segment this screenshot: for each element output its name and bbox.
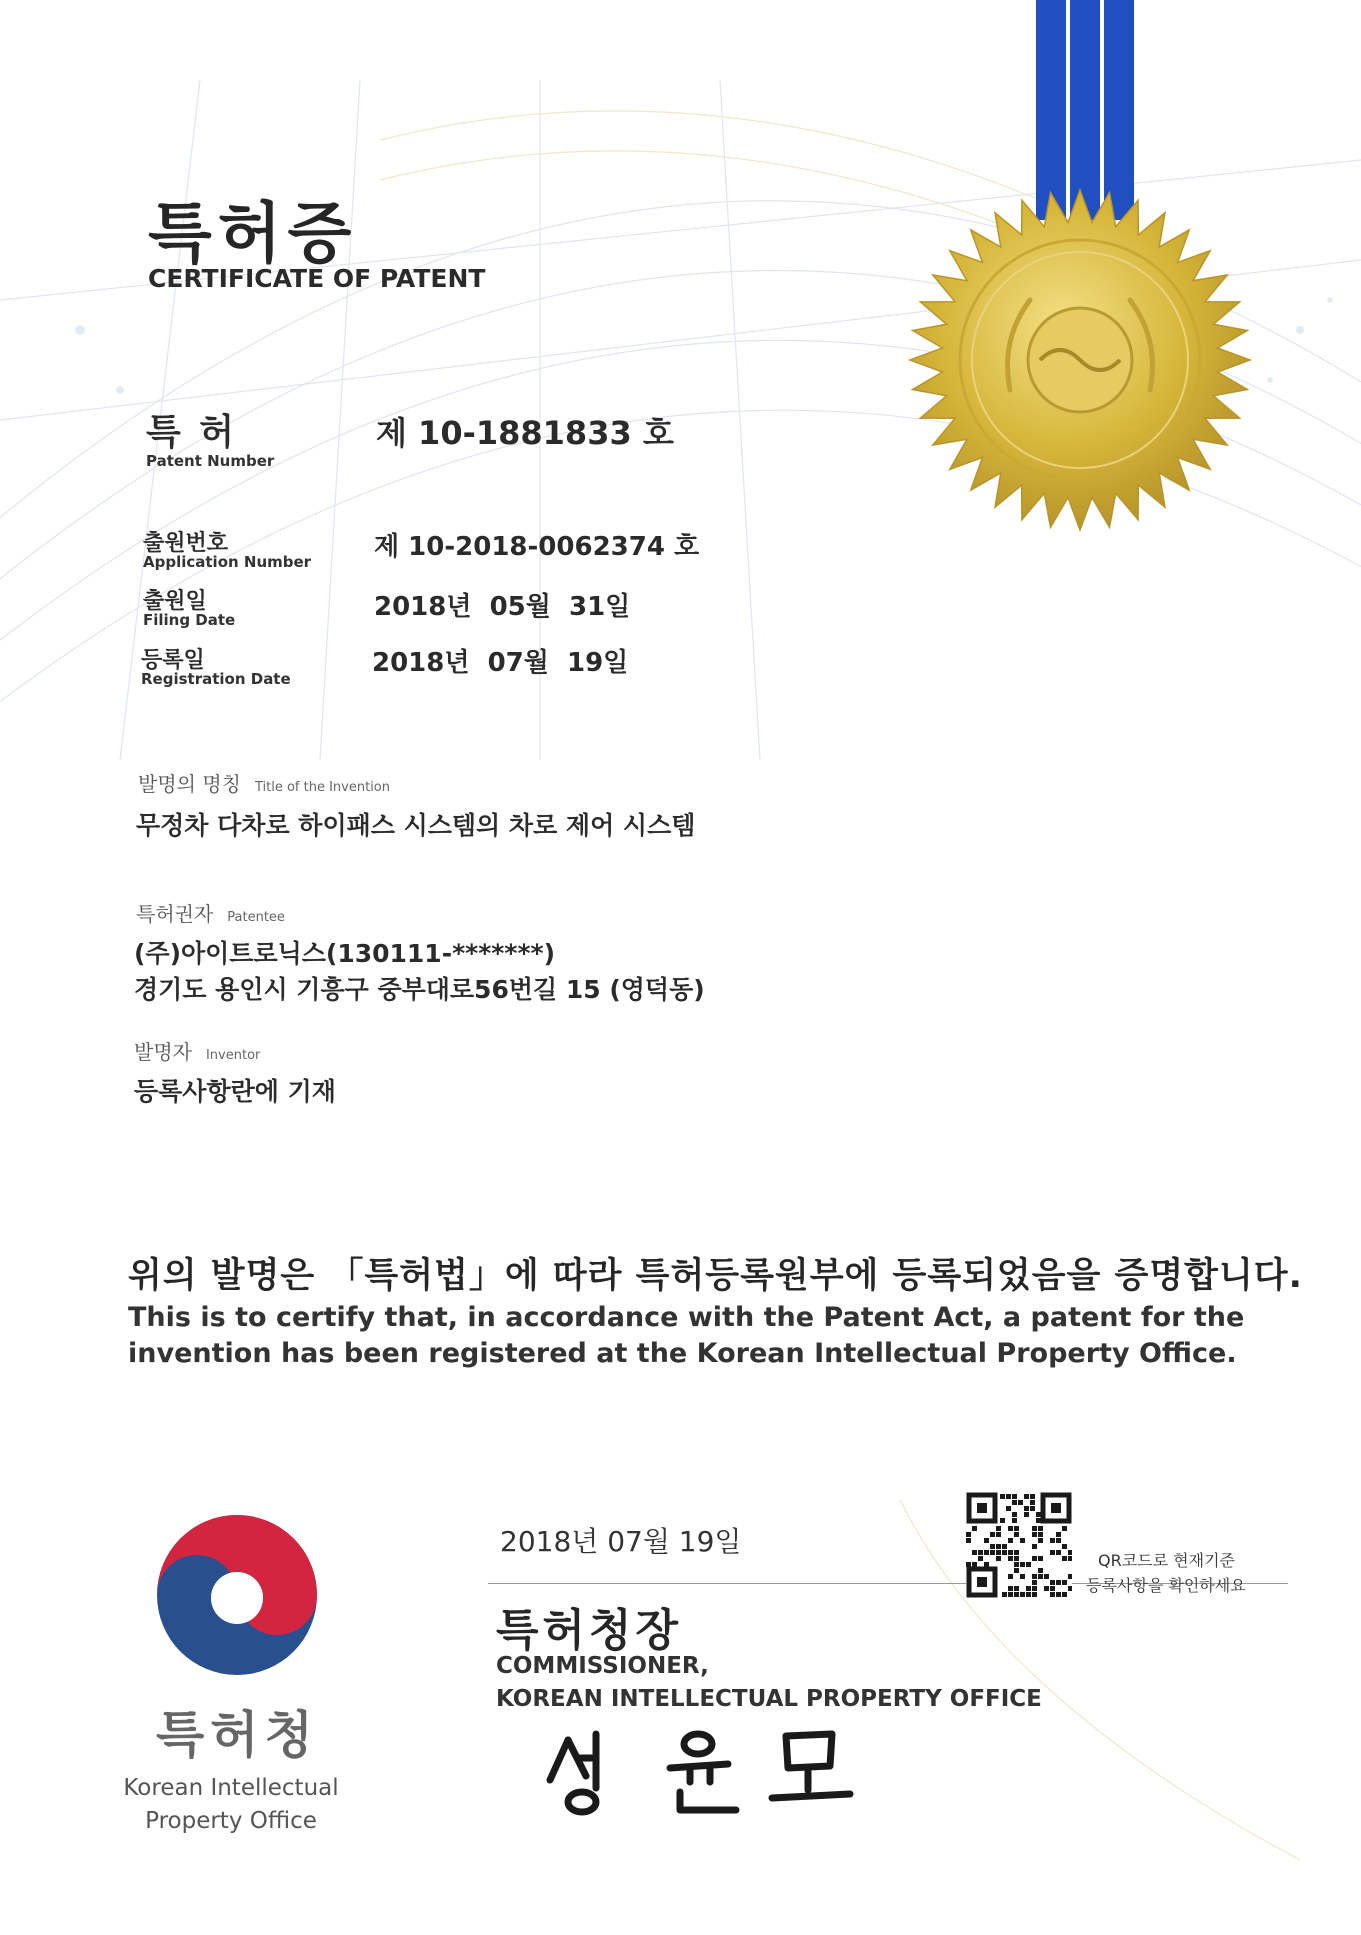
inventor-value: 등록사항란에 기재 (134, 1077, 336, 1106)
registration-date-label-en: Registration Date (141, 670, 291, 688)
inventor-label (134, 1036, 260, 1065)
patentee-label-en: Patentee (227, 910, 285, 925)
certificate-title-en: CERTIFICATE OF PATENT (148, 264, 486, 293)
qr-note (1086, 1548, 1246, 1598)
patent-number-label-en: Patent Number (146, 452, 275, 470)
office-name-en (100, 1772, 362, 1838)
office-name-ko: 특허청 (156, 1706, 319, 1764)
qr-note-line-2: 등록사항을 확인하세요 (1086, 1576, 1246, 1595)
certification-text-ko: 위의 발명은 「특허법」에 따라 특허등록원부에 등록되었음을 증명합니다. (128, 1256, 1303, 1296)
application-number-value: 제 10-2018-0062374 호 (374, 532, 700, 562)
invention-title-value: 무정차 다차로 하이패스 시스템의 차로 제어 시스템 (136, 811, 696, 840)
patentee-label (136, 898, 285, 927)
inventor-label-en: Inventor (205, 1048, 261, 1063)
qr-note-line-1: QR코드로 현재기준 (1098, 1551, 1235, 1570)
patent-number-label-ko: 특 허 (146, 412, 238, 453)
office-name-en-line-1: Korean Intellectual (123, 1775, 339, 1801)
commissioner-signature (540, 1718, 870, 1828)
commissioner-title-en-line-1: COMMISSIONER, (496, 1653, 709, 1679)
filing-date-label-en: Filing Date (143, 611, 236, 629)
commissioner-title-en-line-2: KOREAN INTELLECTUAL PROPERTY OFFICE (496, 1686, 1042, 1712)
filing-date-value: 2018년 05월 31일 (374, 592, 631, 622)
application-number-label-ko: 출원번호 (143, 531, 229, 556)
gold-seal (900, 180, 1260, 540)
invention-title-label (138, 768, 390, 797)
qr-code-icon (966, 1492, 1072, 1598)
registration-date-label-ko: 등록일 (141, 648, 205, 673)
inventor-label-ko: 발명자 (134, 1040, 192, 1064)
invention-title-label-ko: 발명의 명칭 (138, 772, 241, 796)
patentee-label-ko: 특허권자 (136, 902, 214, 926)
office-name-en-line-2: Property Office (145, 1808, 317, 1834)
commissioner-title-ko: 특허청장 (496, 1605, 683, 1656)
certification-text-en: This is to certify that, in accordance with the Patent Act, a patent for the invention has been registered at the Korean Intellectual Property Office. (128, 1302, 1245, 1369)
filing-date-label-ko: 출원일 (143, 589, 207, 614)
patentee-name: (주)아이트로닉스(130111-*******) (134, 939, 556, 968)
registration-date-value: 2018년 07월 19일 (372, 648, 629, 678)
kipo-logo-icon (152, 1510, 322, 1680)
commissioner-title-en (496, 1650, 1042, 1716)
application-number-label-en: Application Number (143, 553, 312, 571)
patent-number-value: 제 10-1881833 호 (376, 414, 674, 452)
certificate-title-ko: 특허증 (148, 195, 358, 272)
invention-title-label-en: Title of the Invention (254, 780, 390, 795)
issue-date: 2018년 07월 19일 (500, 1525, 742, 1558)
patentee-address: 경기도 용인시 기흥구 중부대로56번길 15 (영덕동) (134, 975, 705, 1004)
